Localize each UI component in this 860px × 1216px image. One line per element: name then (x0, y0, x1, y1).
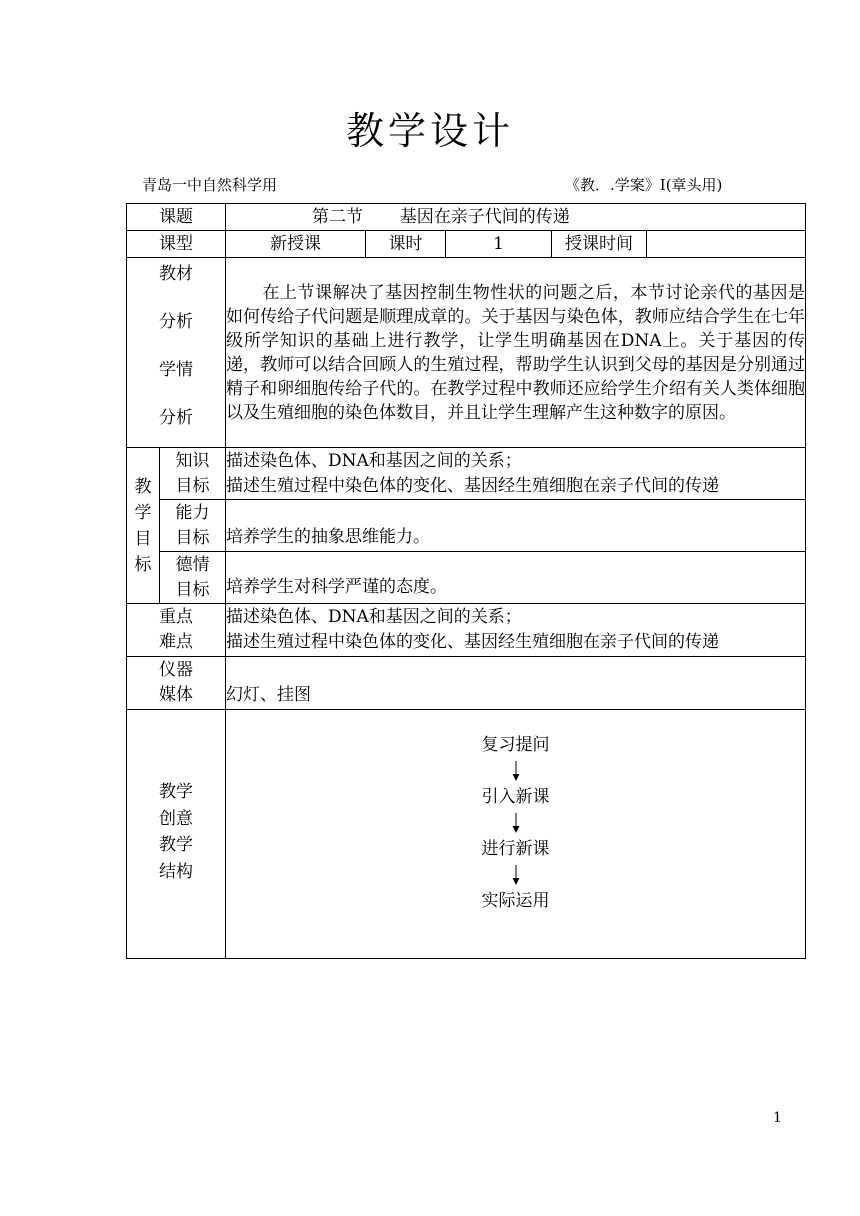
knowledge-content (226, 448, 806, 500)
structure-label-4: 结构 (159, 861, 193, 882)
type-label: 课型 (127, 231, 226, 258)
moral-label-2: 目标 (175, 579, 210, 600)
key-points-row (127, 604, 806, 657)
analysis-label (127, 258, 226, 448)
knowledge-line-1: 描述染色体、DNA和基因之间的关系； (226, 451, 522, 471)
structure-flow (226, 710, 805, 954)
knowledge-label-1: 知识 (175, 450, 210, 471)
goals-label-4: 标 (134, 554, 152, 575)
topic-name: 基因在亲子代间的传递 (399, 207, 570, 227)
analysis-row (127, 258, 806, 448)
down-arrow-icon (226, 862, 805, 888)
structure-label-1: 教学 (159, 782, 193, 802)
flow-step-1: 复习提问 (481, 735, 550, 755)
page-title: 教学设计 (345, 109, 514, 153)
media-label (127, 657, 226, 710)
key-points-label-2: 难点 (159, 632, 193, 652)
time-value (647, 231, 806, 258)
topic-label: 课题 (127, 204, 226, 231)
school-name: 青岛一中自然科学用 (142, 176, 278, 194)
analysis-text-cell (226, 258, 806, 448)
analysis-label-3: 学情 (159, 360, 193, 380)
hours-value: 1 (446, 231, 552, 258)
page-number: 1 (773, 1110, 782, 1126)
key-points-label-1: 重点 (159, 607, 193, 627)
knowledge-label (160, 448, 226, 500)
knowledge-label-2: 目标 (175, 475, 210, 496)
structure-label (127, 710, 226, 959)
hours-label: 课时 (366, 231, 446, 258)
media-label-1: 仪器 (159, 660, 193, 680)
time-label: 授课时间 (552, 231, 647, 258)
moral-label (160, 552, 226, 604)
media-row (127, 657, 806, 710)
topic-section: 第二节 (312, 207, 363, 227)
media-content: 幻灯、挂图 (226, 657, 806, 710)
flow-step-3: 进行新课 (481, 839, 550, 859)
structure-flow-cell (226, 710, 806, 959)
type-row (127, 231, 806, 258)
goals-label-2: 学 (134, 502, 152, 523)
topic-row (127, 204, 806, 231)
analysis-label-1: 教材 (159, 264, 193, 284)
analysis-label-2: 分析 (159, 312, 193, 332)
ability-content: 培养学生的抽象思维能力。 (226, 500, 806, 552)
goals-label-3: 目 (134, 528, 152, 549)
knowledge-line-2: 描述生殖过程中染色体的变化、基因经生殖细胞在亲子代间的传递 (226, 476, 719, 496)
analysis-text: 在上节课解决了基因控制生物性状的问题之后，本节讨论亲代的基因是如何传给子代问题是顺理成章的。关于基因与染色体，教师应结合学生在七年级所学知识的基础上进行教学，让学生明确基因在DNA上。关于基因的传递，教师可以结合回顾人的生殖过程，帮助学生认识到父母的基因是分别通过精子和卵细胞传给子代的。在教学过程中教师还应给学生介绍有关人类体细胞以及生殖细胞的染色体数目，并且让学生理解产生这种数字的原因。 (226, 282, 806, 423)
media-label-2: 媒体 (159, 685, 193, 705)
moral-content: 培养学生对科学严谨的态度。 (226, 552, 806, 604)
ability-label-1: 能力 (175, 502, 210, 523)
key-points-label (127, 604, 226, 657)
key-points-content (226, 604, 806, 657)
goal-moral-row (127, 552, 806, 604)
structure-row (127, 710, 806, 959)
goal-knowledge-row (127, 448, 806, 500)
structure-label-2: 创意 (159, 808, 193, 829)
goals-label-1: 教 (134, 476, 152, 497)
flow-step-2: 引入新课 (481, 787, 550, 807)
type-value: 新授课 (226, 231, 366, 258)
goal-ability-row (127, 500, 806, 552)
down-arrow-icon (226, 758, 805, 784)
lesson-plan-table (126, 203, 806, 959)
key-points-line-1: 描述染色体、DNA和基因之间的关系； (226, 607, 522, 627)
moral-label-1: 德情 (175, 554, 210, 575)
goals-label (127, 448, 160, 604)
flow-step-4: 实际运用 (481, 891, 550, 911)
down-arrow-icon (226, 810, 805, 836)
topic-value (226, 204, 806, 231)
ability-label (160, 500, 226, 552)
edition-note: 《教．.学案》I(章头用) (565, 176, 723, 194)
key-points-line-2: 描述生殖过程中染色体的变化、基因经生殖细胞在亲子代间的传递 (226, 632, 719, 652)
ability-label-2: 目标 (175, 527, 210, 548)
structure-label-3: 教学 (159, 835, 193, 855)
analysis-label-4: 分析 (159, 408, 193, 428)
